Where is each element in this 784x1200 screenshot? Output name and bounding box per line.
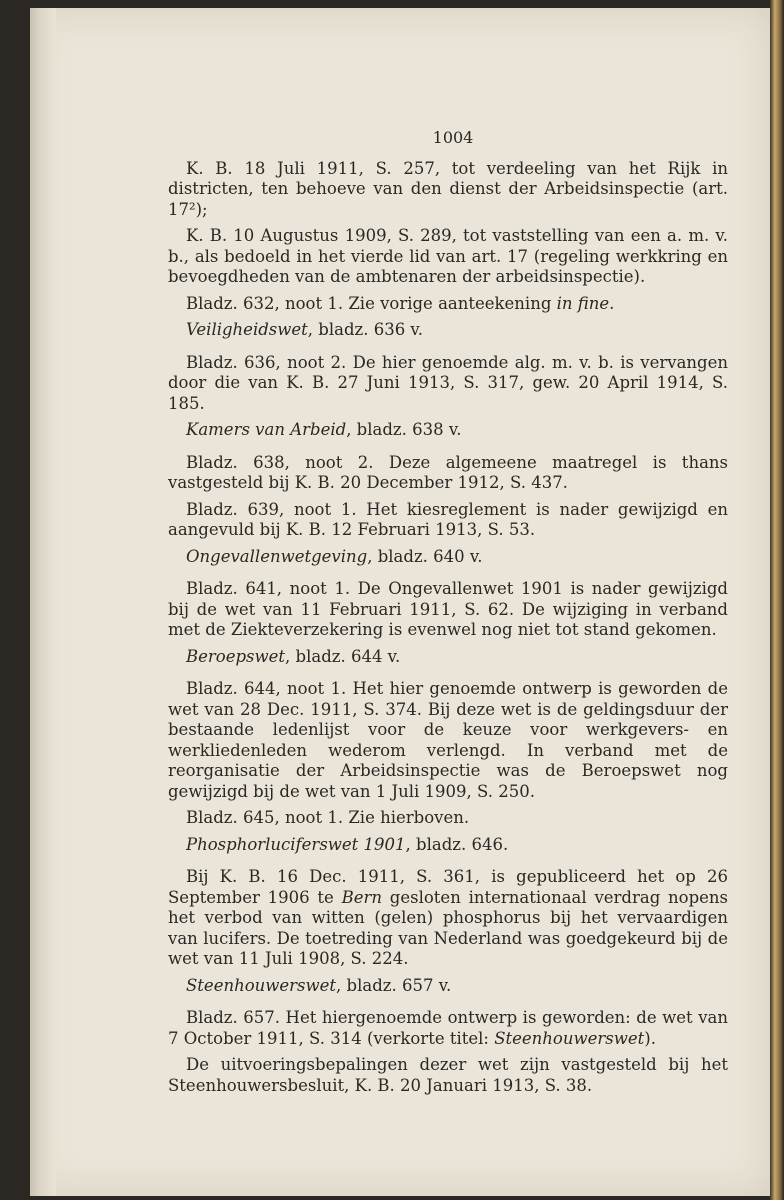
page-gutter [30,8,56,1196]
page-text [168,128,728,1102]
paragraph-bladz-639: Bladz. 639, noot 1. Het kiesreglement is nader gewijzigd en aangevuld bij K. B. 12 Februari 1913, S. 53. [168,499,728,539]
section-heading-kamers-van-arbeid: Kamers van Arbeid, bladz. 638 v. [186,420,462,439]
section-heading-veiligheidswet: Veiligheidswet, bladz. 636 v. [186,320,424,339]
book-edge [770,0,784,1200]
paragraph-bladz-632: Bladz. 632, noot 1. Zie vorige aanteekening in fine. [186,293,615,313]
section-heading-beroepswet: Beroepswet, bladz. 644 v. [186,646,401,666]
paragraph-uitvoeringsbepalingen: De uitvoeringsbepalingen dezer wet zijn vastgesteld bij het Steenhouwersbesluit, K. B. 20 Januari 1913, S. 38. [168,1055,728,1095]
paragraph-kb-1911-bern: Bij K. B. 16 Dec. 1911, S. 361, is gepubliceerd het op 26 September 1906 te Bern gesloten internationaal verdrag nopens het verbod van witten (gelen) phosphorus bij het vervaardigen van lucifers. De toetreding van Nederland was goedgekeurd bij de wet van 11 Juli 1908, S. 224. [168,867,729,968]
section-heading-steenhouwerswet: Steenhouwerswet, bladz. 657 v. [186,975,452,995]
page-number: 1004 [432,128,474,147]
paragraph-bladz-645: Bladz. 645, noot 1. Zie hierboven. [186,808,470,827]
paragraph-bladz-636: Bladz. 636, noot 2. De hier genoemde alg. m. v. b. is vervangen door die van K. B. 27 Juni 1913, S. 317, gew. 20 April 1914, S. 185. [168,352,728,413]
section-heading-phosphorluciferswet: Phosphorluciferswet 1901, bladz. 646. [186,834,509,854]
paragraph-bladz-638: Bladz. 638, noot 2. Deze algemeene maatregel is thans vastgesteld bij K. B. 20 December 1912, S. 437. [168,452,728,492]
paragraph-bladz-644: Bladz. 644, noot 1. Het hier genoemde ontwerp is geworden de wet van 28 Dec. 1911, S. 374. Bij deze wet is de geldingsduur der bestaande ledenlijst voor de keuze voor werkgevers- en werkliedenleden wederom verlengd. In verband met de reorganisatie der Arbeidsinspectie was de Beroepswet nog gewijzigd bij de wet van 1 Juli 1909, S. 250. [168,679,728,801]
paragraph-kb-1911-districten: K. B. 18 Juli 1911, S. 257, tot verdeeling van het Rijk in districten, ten behoeve van den dienst der Arbeidsinspectie (art. 17²); [168,158,728,219]
section-heading-ongevallenwetgeving: Ongevallenwetgeving, bladz. 640 v. [186,546,483,566]
paragraph-bladz-641: Bladz. 641, noot 1. De Ongevallenwet 1901 is nader gewijzigd bij de wet van 11 Februari 1911, S. 62. De wijziging in verband met de Ziekteverzekering is evenwel nog niet tot stand gekomen. [168,579,728,639]
paragraph-kb-1909-amvb: K. B. 10 Augustus 1909, S. 289, tot vaststelling van een a. m. v. b., als bedoeld in het vierde lid van art. 17 (regeling werkkring en bevoegdheden van de ambtenaren der arbeidsinspectie). [168,226,728,286]
paragraph-bladz-657: Bladz. 657. Het hiergenoemde ontwerp is geworden: de wet van 7 October 1911, S. 314 (verkorte titel: Steenhouwerswet). [168,1008,728,1048]
